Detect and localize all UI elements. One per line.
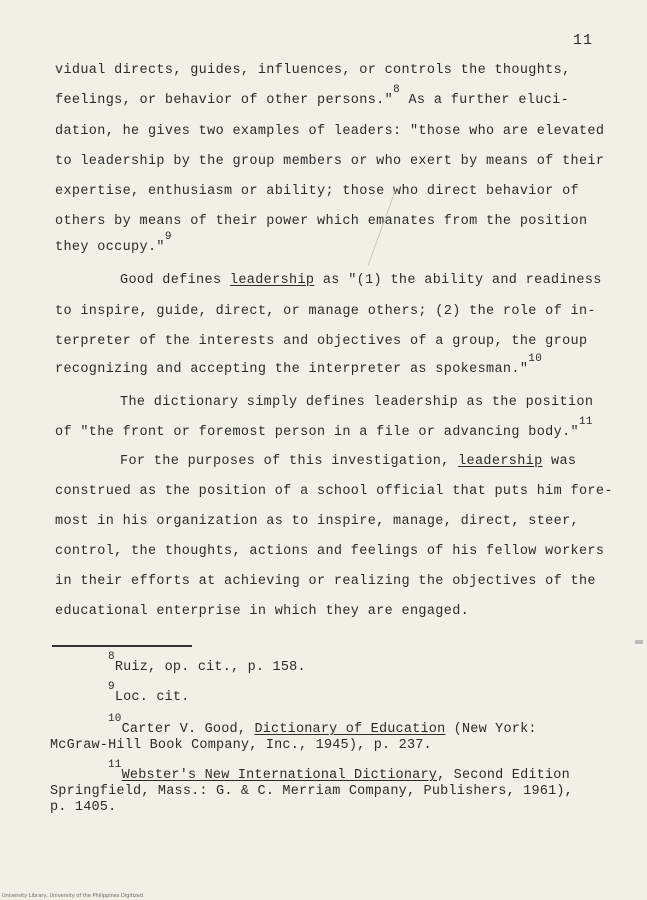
body-line: For the purposes of this investigation, leadership was [120,454,577,469]
edge-mark [635,640,643,644]
footnote-11-cont: p. 1405. [50,800,117,815]
body-line: terpreter of the interests and objectives of a group, the group [55,334,588,349]
body-line: control, the thoughts, actions and feelings of his fellow workers [55,544,605,559]
scan-footer: University Library, University of the Philippines Digitized [2,893,144,899]
footnote-ref: 9 [164,231,172,243]
footnote-11-cont: Springfield, Mass.: G. & C. Merriam Company, Publishers, 1961), [50,784,573,799]
body-line: Good defines leadership as "(1) the ability and readiness [120,273,602,288]
body-line: feelings, or behavior of other persons."$^8$ As a further eluci- [55,84,570,108]
body-line: educational enterprise in which they are engaged. [55,604,470,619]
page-number: 11 [573,32,594,49]
body-line: others by means of their power which emanates from the position [55,214,588,229]
body-line: recognizing and accepting the interpreter as spokesman."$^{10}$ [55,353,543,377]
body-line: vidual directs, guides, influences, or controls the thoughts, [55,63,571,78]
footnote-10: $^{10}$Carter V. Good, Dictionary of Education (New York: [108,713,537,737]
footnote-8: $^8$Ruiz, op. cit., p. 158. [108,651,306,675]
footnote-ref: 10 [528,353,543,365]
body-line: of "the front or foremost person in a file or advancing body."$^{11}$ [55,416,593,440]
footnote-11: $^{11}$Webster's New International Dictionary, Second Edition [108,759,570,783]
body-line: dation, he gives two examples of leaders: "those who are elevated [55,124,605,139]
body-line: construed as the position of a school official that puts him fore- [55,484,613,499]
underlined-term: leadership [229,273,315,288]
underlined-term: leadership [458,454,543,469]
footnote-9: $^9$Loc. cit. [108,681,190,705]
body-line: most in his organization as to inspire, manage, direct, steer, [55,514,579,529]
body-line: they occupy."$^9$ [55,231,172,255]
body-line: to inspire, guide, direct, or manage others; (2) the role of in- [55,304,596,319]
footnote-ref: 8 [393,84,401,96]
body-line: in their efforts at achieving or realizing the objectives of the [55,574,596,589]
body-line: The dictionary simply defines leadership as the position [120,395,594,410]
footnote-10-cont: McGraw-Hill Book Company, Inc., 1945), p. 237. [50,738,432,753]
footnote-divider [52,645,192,647]
body-line: to leadership by the group members or who exert by means of their [55,154,605,169]
body-line: expertise, enthusiasm or ability; those who direct behavior of [55,184,579,199]
footnote-ref: 11 [578,416,593,428]
